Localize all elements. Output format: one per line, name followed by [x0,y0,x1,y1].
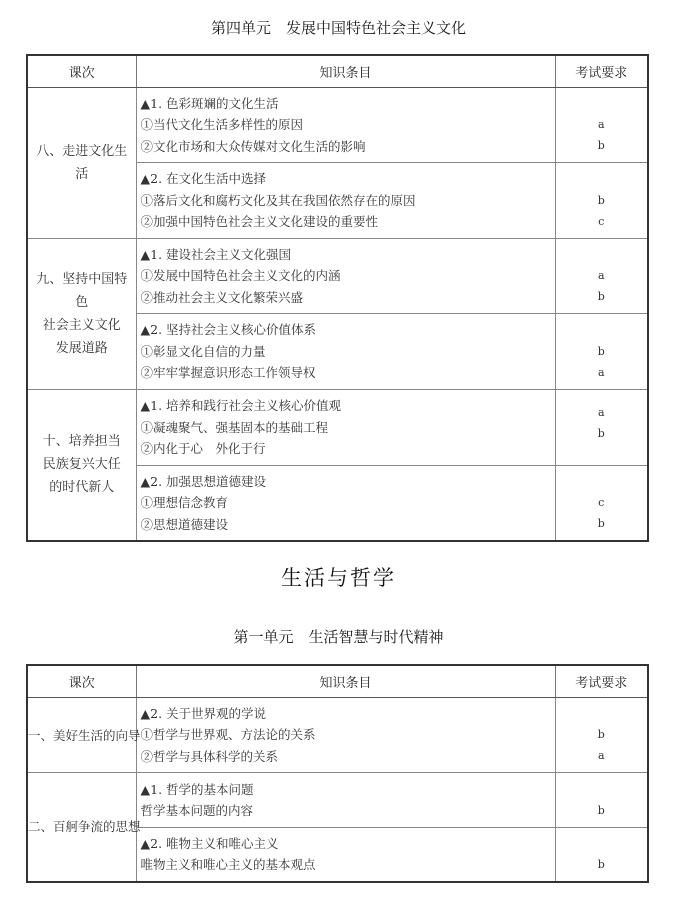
lesson-cell [27,88,136,239]
requirement-level: c [598,214,605,228]
topic-title: ▲1. 色彩斑斓的文化生活 [140,95,279,111]
book-title: 生活与哲学 [281,566,396,590]
requirement-level: a [597,365,605,379]
requirement-level: b [597,516,605,530]
lesson-name: 一、美好生活的向导 [28,727,141,743]
requirement-level: b [597,290,605,303]
header-exam-requirement: 考试要求 [555,55,648,88]
table-header-row [27,665,648,698]
topic-cell [136,390,555,466]
requirement-level: a [597,749,605,762]
requirement-level: b [597,857,605,871]
topic-title: ▲2. 加强思想道德建设 [140,473,267,489]
lesson-name-line: 发展道路 [55,341,108,356]
topic-item: ①哲学与世界观、方法论的关系 [140,727,316,743]
topic-title: ▲1. 哲学的基本问题 [140,781,254,797]
table-row [27,239,648,314]
requirement-level: b [597,344,605,358]
topic-title: ▲2. 唯物主义和唯心主义 [140,835,279,851]
requirement-level: b [597,193,605,207]
requirement-level: b [597,728,605,741]
unit-title-1: 第一单元 生活智慧与时代精神 [233,628,444,646]
topic-cell [136,828,555,882]
lesson-name: 二、百舸争流的思想 [28,819,141,835]
requirement-cell [555,163,648,239]
topic-cell [136,314,555,390]
lesson-name-line: 九、坚持中国特色 [36,272,128,310]
topic-item: ②文化市场和大众传媒对文化生活的影响 [140,138,366,154]
requirement-cell [555,239,648,314]
topic-cell [136,88,555,163]
requirement-level: b [597,139,605,152]
topic-item: ①落后文化和腐朽文化及其在我国依然存在的原因 [140,192,416,208]
topic-item: ②内化于心 外化于行 [140,441,266,457]
table-row [27,773,648,828]
requirements-table-philosophy [26,664,649,883]
lesson-cell [27,698,141,773]
requirement-level: a [597,269,605,282]
table-row [27,698,648,773]
header-lesson: 课次 [27,55,136,88]
lesson-name-line: 社会主义文化 [42,318,121,333]
topic-cell [136,163,555,239]
topic-item: 唯物主义和唯心主义的基本观点 [140,857,316,873]
header-knowledge-items: 知识条目 [136,665,555,698]
lesson-cell [27,239,136,390]
lesson-name: 八、走进文化生活 [36,144,128,182]
requirement-level: a [597,118,605,131]
requirement-cell [555,314,648,390]
requirement-cell [555,390,648,466]
topic-cell [136,239,555,314]
topic-title: ▲2. 坚持社会主义核心价值体系 [140,322,317,338]
requirements-table-culture [26,54,649,542]
requirement-cell [555,698,648,773]
lesson-name-line: 民族复兴大任 [42,457,121,473]
requirement-level: b [597,803,605,817]
requirement-cell [555,773,648,828]
table-header-row [27,55,648,88]
requirement-cell [555,466,648,541]
topic-item: ②思想道德建设 [140,516,229,532]
lesson-name-line: 的时代新人 [49,480,115,496]
topic-item: ①彰显文化自信的力量 [140,343,266,359]
header-exam-requirement: 考试要求 [555,665,648,698]
requirement-cell [555,88,648,163]
requirement-level: a [597,406,605,419]
topic-cell [136,773,555,828]
table-row [27,88,648,163]
requirement-level: b [597,427,605,440]
topic-title: ▲2. 关于世界观的学说 [140,705,267,721]
header-lesson: 课次 [27,665,136,698]
lesson-cell [27,773,141,882]
topic-title: ▲1. 建设社会主义文化强国 [140,246,292,262]
topic-item: ①当代文化生活多样性的原因 [140,117,304,133]
topic-title: ▲1. 培养和践行社会主义核心价值观 [140,398,342,414]
lesson-cell [27,390,136,541]
topic-item: 哲学基本问题的内容 [140,803,254,818]
requirement-level: c [598,495,605,509]
header-knowledge-items: 知识条目 [136,55,555,88]
topic-item: ②哲学与具体科学的关系 [140,748,279,764]
topic-item: ①理想信念教育 [140,495,229,510]
requirement-cell [555,828,648,882]
topic-item: ①发展中国特色社会主义文化的内涵 [140,268,341,284]
topic-cell [136,698,555,773]
topic-item: ②推动社会主义文化繁荣兴盛 [140,289,304,305]
topic-item: ①凝魂聚气、强基固本的基础工程 [140,419,329,435]
topic-title: ▲2. 在文化生活中选择 [140,171,267,187]
table-row [27,390,648,466]
topic-cell [136,466,555,541]
lesson-name-line: 十、培养担当 [42,434,121,450]
topic-item: ②加强中国特色社会主义文化建设的重要性 [140,214,379,230]
topic-item: ②牢牢掌握意识形态工作领导权 [140,365,316,381]
unit-title-4: 第四单元 发展中国特色社会主义文化 [210,19,466,37]
